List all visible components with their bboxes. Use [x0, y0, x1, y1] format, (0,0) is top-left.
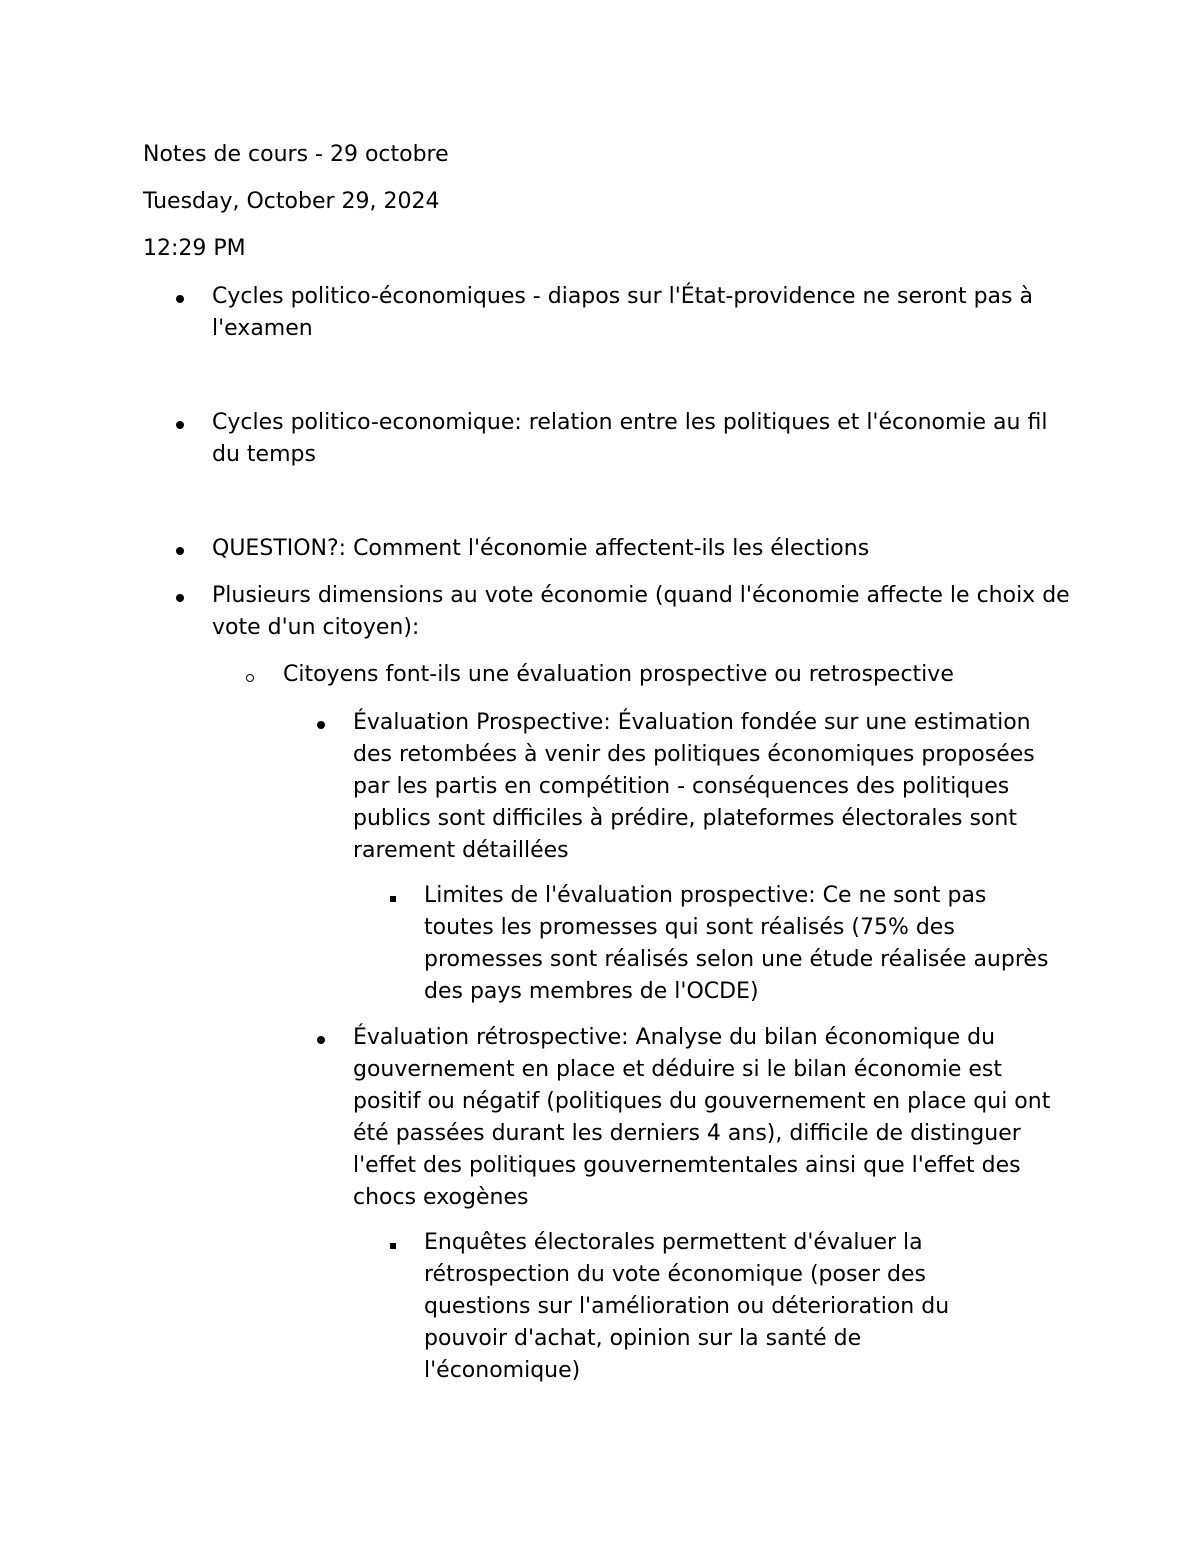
list-item-text: Plusieurs dimensions au vote économie (quand l'économie affecte le choix de vote d'un citoyen): [212, 583, 1070, 640]
bullet-disc-icon [176, 281, 184, 313]
bullet-square-icon [390, 1227, 396, 1259]
list-item-text: Enquêtes électorales permettent d'évaluer la rétrospection du vote économique (poser des questions sur l'amélioration ou déterioration du pouvoir d'achat, opinion sur la santé de l'économique) [424, 1230, 950, 1383]
page-title: Notes de cours - 29 octobre [143, 142, 449, 167]
bullet-disc-icon [317, 1022, 325, 1054]
list-item-text: Citoyens font-ils une évaluation prospective ou retrospective [283, 662, 954, 687]
note-date: Tuesday, October 29, 2024 [143, 189, 440, 214]
list-item-text: QUESTION?: Comment l'économie affectent-ils les élections [212, 536, 870, 561]
list-item-text: Évaluation rétrospective: Analyse du bilan économique du gouvernement en place et déduire si le bilan économie est positif ou négatif (politiques du gouvernement en place qui ont été passées durant les derniers 4 ans), difficile de distinguer l'effet des politiques gouvernemtentales ainsi que l'effet des chocs exogènes [353, 1025, 1051, 1210]
bullet-disc-icon [176, 407, 184, 439]
list-item-text: Limites de l'évaluation prospective: Ce ne sont pas toutes les promesses qui sont réalisés (75% des promesses sont réalisés selon une étude réalisée auprès des pays membres de l'OCDE) [424, 883, 1049, 1004]
bullet-circle-icon [246, 659, 254, 692]
list-item-text: Cycles politico-économiques - diapos sur l'État-providence ne seront pas à l'examen [212, 284, 1033, 341]
bullet-disc-icon [176, 533, 184, 565]
list-item-text: Cycles politico-economique: relation entre les politiques et l'économie au fil du temps [212, 410, 1048, 467]
bullet-square-icon [390, 880, 396, 912]
note-time: 12:29 PM [143, 236, 246, 261]
bullet-disc-icon [317, 707, 325, 739]
bullet-disc-icon [176, 580, 184, 612]
list-item-text: Évaluation Prospective: Évaluation fondée sur une estimation des retombées à venir des politiques économiques proposées par les partis en compétition - conséquences des politiques publics sont difficiles à prédire, plateformes électorales sont rarement détaillées [353, 710, 1035, 863]
